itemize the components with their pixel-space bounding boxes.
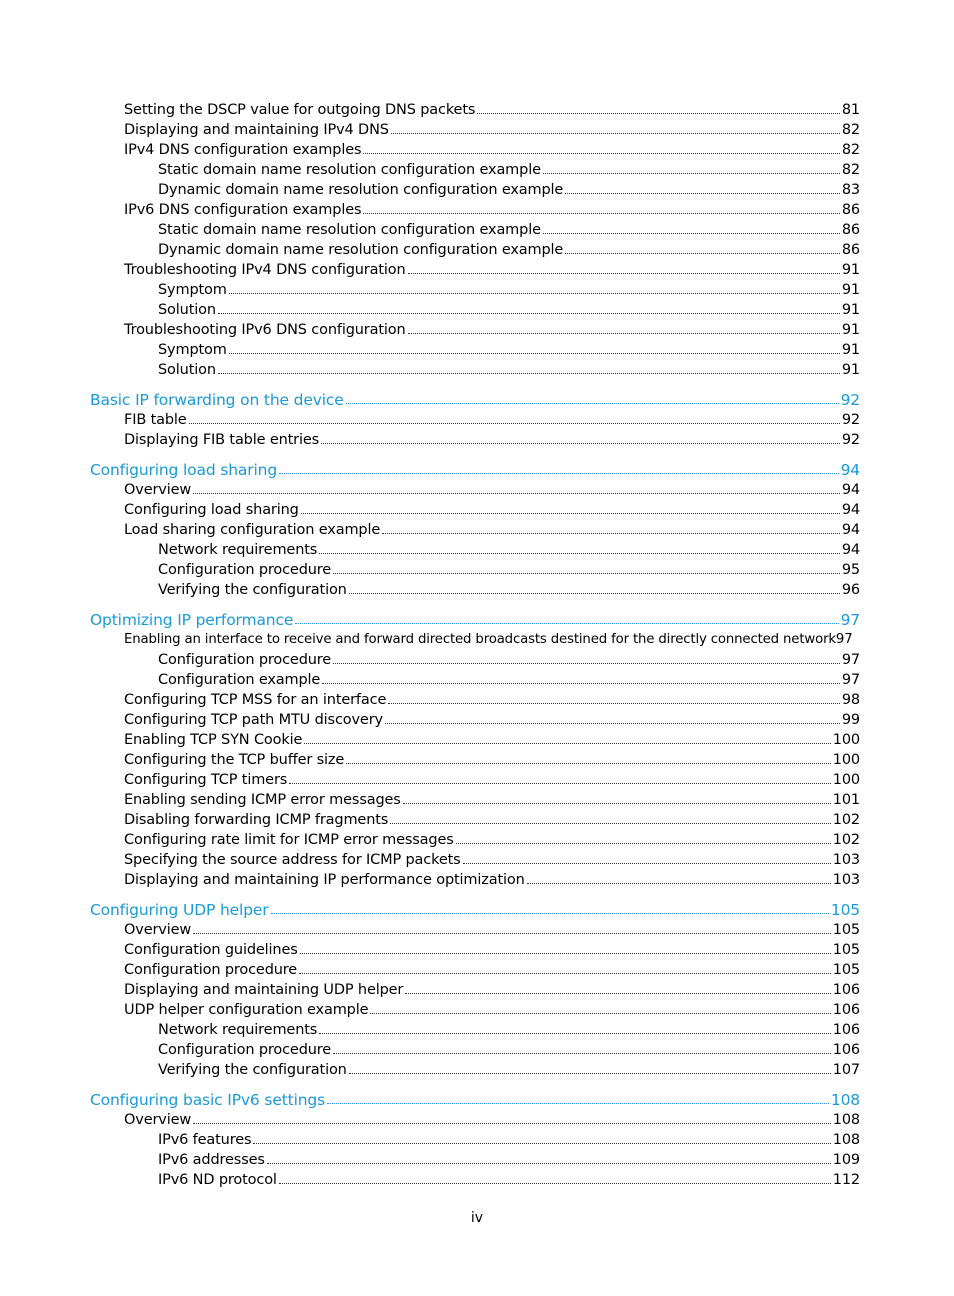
toc-chapter-entry[interactable] xyxy=(90,900,860,920)
toc-entry-title: Enabling an interface to receive and forward directed broadcasts destined for the directly connected network xyxy=(124,632,836,647)
dot-leader xyxy=(565,253,840,254)
dot-leader xyxy=(189,423,840,424)
toc-entry[interactable] xyxy=(124,410,860,430)
toc-entry[interactable] xyxy=(124,940,860,960)
toc-entry[interactable] xyxy=(124,770,860,790)
toc-entry-page: 91 xyxy=(841,322,860,338)
toc-entry-page: 100 xyxy=(832,752,860,768)
toc-entry[interactable] xyxy=(124,430,860,450)
toc-entry-title: Configuring basic IPv6 settings xyxy=(90,1091,326,1109)
toc-entry-page: 98 xyxy=(841,692,860,708)
dot-leader xyxy=(405,993,831,994)
toc-entry-page: 94 xyxy=(840,461,860,479)
dot-leader xyxy=(463,863,831,864)
toc-entry[interactable] xyxy=(124,960,860,980)
toc-entry-title: Setting the DSCP value for outgoing DNS packets xyxy=(124,102,476,118)
dot-leader xyxy=(382,533,840,534)
toc-entry[interactable] xyxy=(124,830,860,850)
toc-entry-title: Enabling TCP SYN Cookie xyxy=(124,732,303,748)
toc-entry-title: Verifying the configuration xyxy=(158,1062,347,1078)
dot-leader xyxy=(218,313,840,314)
dot-leader xyxy=(319,1033,831,1034)
dot-leader xyxy=(193,1123,831,1124)
dot-leader xyxy=(253,1143,830,1144)
toc-entry-title: Configuration guidelines xyxy=(124,942,298,958)
toc-entry-page: 108 xyxy=(832,1112,860,1128)
toc-entry-title: Configuration procedure xyxy=(158,1042,332,1058)
dot-leader xyxy=(267,1163,831,1164)
toc-entry-title: IPv6 features xyxy=(158,1132,252,1148)
toc-entry[interactable] xyxy=(158,670,860,690)
dot-leader xyxy=(363,153,839,154)
toc-entry[interactable] xyxy=(158,160,860,180)
toc-entry-title: Configuring rate limit for ICMP error messages xyxy=(124,832,454,848)
dot-leader xyxy=(193,493,840,494)
toc-entry-page: 105 xyxy=(832,942,860,958)
dot-leader xyxy=(279,473,839,474)
dot-leader xyxy=(349,593,840,594)
toc-entry-page: 94 xyxy=(841,522,860,538)
dot-leader xyxy=(319,553,840,554)
toc-entry[interactable] xyxy=(124,200,860,220)
toc-entry-page: 112 xyxy=(832,1172,860,1188)
toc-entry-title: Configuration procedure xyxy=(158,562,332,578)
toc-entry-page: 94 xyxy=(841,502,860,518)
toc-entry[interactable] xyxy=(124,980,860,1000)
toc-entry-page: 82 xyxy=(841,122,860,138)
toc-entry[interactable] xyxy=(124,100,860,120)
dot-leader xyxy=(333,663,840,664)
toc-entry-page: 86 xyxy=(841,242,860,258)
dot-leader xyxy=(333,573,840,574)
toc-entry-title: Verifying the configuration xyxy=(158,582,347,598)
toc-entry-page: 106 xyxy=(832,1002,860,1018)
toc-entry-page: 94 xyxy=(841,542,860,558)
toc-entry-title: Displaying and maintaining IP performance optimization xyxy=(124,872,525,888)
dot-leader xyxy=(333,1053,831,1054)
toc-entry-page: 91 xyxy=(841,262,860,278)
toc-entry[interactable] xyxy=(124,710,860,730)
dot-leader xyxy=(408,333,840,334)
dot-leader xyxy=(346,763,831,764)
toc-entry-title: IPv4 DNS configuration examples xyxy=(124,142,362,158)
toc-entry-page: 100 xyxy=(832,772,860,788)
toc-entry-page: 96 xyxy=(841,582,860,598)
dot-leader xyxy=(390,823,831,824)
toc-entry[interactable] xyxy=(124,630,860,650)
toc-entry-page: 91 xyxy=(841,362,860,378)
toc-entry-page: 92 xyxy=(841,412,860,428)
toc-entry-page: 97 xyxy=(840,611,860,629)
toc-entry-title: Dynamic domain name resolution configuration example xyxy=(158,182,564,198)
toc-entry[interactable] xyxy=(158,360,860,380)
toc-entry[interactable] xyxy=(124,520,860,540)
toc-entry-title: Network requirements xyxy=(158,542,318,558)
toc-entry-title: Configuring TCP timers xyxy=(124,772,288,788)
dot-leader xyxy=(218,373,840,374)
dot-leader xyxy=(543,173,840,174)
dot-leader xyxy=(289,783,831,784)
toc-entry[interactable] xyxy=(124,730,860,750)
toc-entry-page: 102 xyxy=(832,832,860,848)
toc-entry-page: 83 xyxy=(841,182,860,198)
toc-entry-title: Network requirements xyxy=(158,1022,318,1038)
toc-entry[interactable] xyxy=(158,1150,860,1170)
toc-entry[interactable] xyxy=(124,920,860,940)
toc-entry-page: 105 xyxy=(832,962,860,978)
toc-entry-title: Overview xyxy=(124,922,192,938)
dot-leader xyxy=(527,883,831,884)
dot-leader xyxy=(295,623,838,624)
toc-entry-title: Troubleshooting IPv6 DNS configuration xyxy=(124,322,406,338)
toc-entry-page: 97 xyxy=(841,652,860,668)
toc-entry-page: 95 xyxy=(841,562,860,578)
toc-entry-page: 108 xyxy=(830,1091,860,1109)
toc-entry-title: IPv6 addresses xyxy=(158,1152,265,1168)
toc-entry-title: Displaying and maintaining IPv4 DNS xyxy=(124,122,389,138)
toc-entry-page: 101 xyxy=(832,792,860,808)
toc-entry-title: Solution xyxy=(158,362,216,378)
toc-entry-title: Displaying and maintaining UDP helper xyxy=(124,982,404,998)
toc-entry[interactable] xyxy=(158,540,860,560)
dot-leader xyxy=(565,193,840,194)
toc-entry-page: 103 xyxy=(832,852,860,868)
toc-entry-page: 106 xyxy=(832,1042,860,1058)
toc-entry-page: 91 xyxy=(841,282,860,298)
toc-entry-title: Displaying FIB table entries xyxy=(124,432,320,448)
dot-leader xyxy=(403,803,831,804)
toc-entry-page: 91 xyxy=(841,342,860,358)
toc-entry-title: IPv6 DNS configuration examples xyxy=(124,202,362,218)
dot-leader xyxy=(321,443,840,444)
dot-leader xyxy=(346,403,839,404)
toc-entry-title: Configuring load sharing xyxy=(90,461,278,479)
toc-entry-page: 108 xyxy=(832,1132,860,1148)
toc-entry[interactable] xyxy=(124,500,860,520)
toc-entry-title: Configuration example xyxy=(158,672,321,688)
toc-entry-page: 109 xyxy=(832,1152,860,1168)
toc-entry-page: 105 xyxy=(832,922,860,938)
toc-entry-title: Disabling forwarding ICMP fragments xyxy=(124,812,389,828)
toc-entry-page: 106 xyxy=(832,982,860,998)
toc-entry-title: UDP helper configuration example xyxy=(124,1002,369,1018)
toc-entry-title: Configuring the TCP buffer size xyxy=(124,752,345,768)
dot-leader xyxy=(543,233,840,234)
toc-chapter-entry[interactable] xyxy=(90,1090,860,1110)
toc-entry-page: 99 xyxy=(841,712,860,728)
toc-entry-page: 97 xyxy=(841,672,860,688)
toc-entry-title: Configuring load sharing xyxy=(124,502,299,518)
toc-entry[interactable] xyxy=(124,870,860,890)
toc-entry-title: Overview xyxy=(124,1112,192,1128)
toc-entry[interactable] xyxy=(124,320,860,340)
dot-leader xyxy=(299,973,831,974)
toc-entry-page: 105 xyxy=(830,901,860,919)
toc-entry[interactable] xyxy=(158,1060,860,1080)
toc-chapter-entry[interactable] xyxy=(90,390,860,410)
page-number: iv xyxy=(470,1210,484,1226)
dot-leader xyxy=(477,113,840,114)
toc-entry-page: 106 xyxy=(832,1022,860,1038)
dot-leader xyxy=(229,353,840,354)
toc-chapter-entry[interactable] xyxy=(90,610,860,630)
dot-leader xyxy=(388,703,840,704)
toc-entry[interactable] xyxy=(124,850,860,870)
toc-entry-title: Specifying the source address for ICMP packets xyxy=(124,852,461,868)
dot-leader xyxy=(391,133,840,134)
toc-entry[interactable] xyxy=(158,340,860,360)
toc-entry-page: 92 xyxy=(841,432,860,448)
toc-entry[interactable] xyxy=(158,1170,860,1190)
toc-entry[interactable] xyxy=(124,480,860,500)
toc-entry-page: 97 xyxy=(835,632,853,647)
dot-leader xyxy=(301,513,840,514)
toc-entry[interactable] xyxy=(158,1020,860,1040)
toc-entry-title: Configuring UDP helper xyxy=(90,901,269,919)
toc-entry-title: Symptom xyxy=(158,282,227,298)
toc-entry-title: Configuring TCP path MTU discovery xyxy=(124,712,383,728)
toc-entry-title: Basic IP forwarding on the device xyxy=(90,391,344,409)
toc-entry-page: 82 xyxy=(841,142,860,158)
toc-entry-page: 82 xyxy=(841,162,860,178)
toc-entry[interactable] xyxy=(124,120,860,140)
toc-entry-title: Overview xyxy=(124,482,192,498)
toc-entry[interactable] xyxy=(124,690,860,710)
toc-entry-title: Configuration procedure xyxy=(158,652,332,668)
toc-entry-title: FIB table xyxy=(124,412,187,428)
toc-entry-page: 103 xyxy=(832,872,860,888)
toc-entry[interactable] xyxy=(158,280,860,300)
toc-entry[interactable] xyxy=(124,1000,860,1020)
toc-entry-page: 86 xyxy=(841,222,860,238)
toc-entry[interactable] xyxy=(158,220,860,240)
toc-entry[interactable] xyxy=(158,300,860,320)
toc-entry-page: 81 xyxy=(841,102,860,118)
toc-entry[interactable] xyxy=(124,260,860,280)
toc-entry[interactable] xyxy=(124,810,860,830)
dot-leader xyxy=(370,1013,830,1014)
toc-entry[interactable] xyxy=(124,1110,860,1130)
toc-entry[interactable] xyxy=(158,1040,860,1060)
toc-entry-title: Configuring TCP MSS for an interface xyxy=(124,692,387,708)
dot-leader xyxy=(385,723,840,724)
toc-entry[interactable] xyxy=(158,650,860,670)
toc-entry-title: IPv6 ND protocol xyxy=(158,1172,277,1188)
toc-entry-page: 92 xyxy=(840,391,860,409)
dot-leader xyxy=(304,743,830,744)
toc-entry-title: Troubleshooting IPv4 DNS configuration xyxy=(124,262,406,278)
toc-chapter-entry[interactable] xyxy=(90,460,860,480)
dot-leader xyxy=(229,293,840,294)
dot-leader xyxy=(456,843,831,844)
toc-entry-title: Load sharing configuration example xyxy=(124,522,381,538)
toc-entry-title: Static domain name resolution configuration example xyxy=(158,222,541,238)
dot-leader xyxy=(349,1073,831,1074)
toc-entry-title: Optimizing IP performance xyxy=(90,611,294,629)
toc-entry-page: 86 xyxy=(841,202,860,218)
toc-entry[interactable] xyxy=(124,140,860,160)
toc-entry[interactable] xyxy=(158,1130,860,1150)
toc-entry-page: 94 xyxy=(841,482,860,498)
toc-entry-title: Symptom xyxy=(158,342,227,358)
dot-leader xyxy=(300,953,831,954)
toc-entry-page: 91 xyxy=(841,302,860,318)
dot-leader xyxy=(322,683,840,684)
toc-entry[interactable] xyxy=(124,750,860,770)
dot-leader xyxy=(279,1183,831,1184)
dot-leader xyxy=(363,213,839,214)
toc-entry-page: 107 xyxy=(832,1062,860,1078)
dot-leader xyxy=(271,913,829,914)
toc-entry-page: 100 xyxy=(832,732,860,748)
dot-leader xyxy=(193,933,831,934)
dot-leader xyxy=(408,273,840,274)
dot-leader xyxy=(327,1103,829,1104)
toc-entry-page: 102 xyxy=(832,812,860,828)
toc-entry-title: Solution xyxy=(158,302,216,318)
toc-entry-title: Configuration procedure xyxy=(124,962,298,978)
toc-entry[interactable] xyxy=(158,180,860,200)
toc-entry[interactable] xyxy=(158,580,860,600)
toc-entry-title: Dynamic domain name resolution configuration example xyxy=(158,242,564,258)
toc-entry[interactable] xyxy=(158,560,860,580)
toc-entry[interactable] xyxy=(158,240,860,260)
toc-entry-title: Static domain name resolution configuration example xyxy=(158,162,541,178)
toc-entry-title: Enabling sending ICMP error messages xyxy=(124,792,401,808)
toc-entry[interactable] xyxy=(124,790,860,810)
